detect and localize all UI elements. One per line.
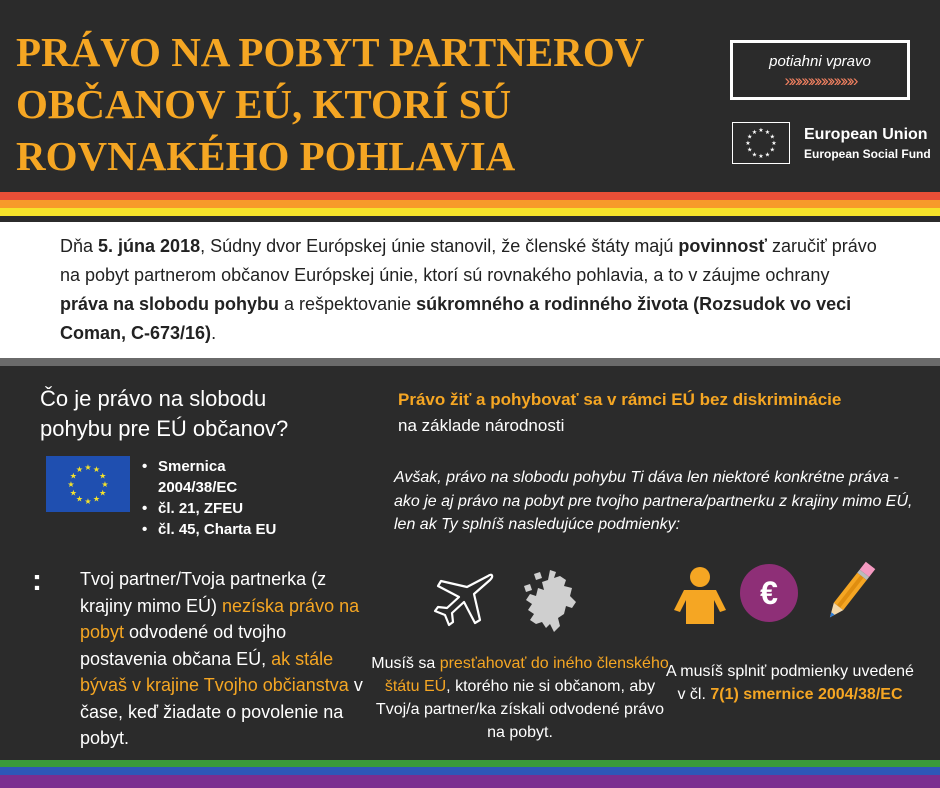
eu-star-icon: ★ [92,494,101,504]
highlight-directive: 7(1) smernice 2004/38/EC [710,686,903,703]
move-condition-text: Musíš sa presťahovať do iného členského štátu EÚ, ktorého nie si občanom, aby Tvoj/a partner/ka získali odvodené právo na pobyt. [371,655,669,741]
page-title: PRÁVO NA POBYT PARTNEROV OBČANOV EÚ, KTORÍ SÚ ROVNAKÉHO POHLAVIA [16,29,644,179]
euro-coin-icon [740,564,798,622]
eu-star-icon: ★ [101,479,109,489]
left-question: Čo je právo na slobodu pohybu pre EÚ občanov? [40,386,289,441]
stripe-purple [0,775,940,788]
list-item: • čl. 45, Charta EU [142,519,308,540]
europe-map-icon [520,566,580,636]
directive-condition-text: A musíš splniť podmienky uvedené v čl. 7(1) smernice 2004/38/EC [666,663,914,703]
right-subheading: na základe národnosti [398,416,565,435]
swipe-hint-label: potiahni vpravo [769,53,871,70]
header [0,0,940,192]
highlight-still-living: ak stále bývaš v krajine Tvojho občianstva [80,648,349,695]
eu-star-icon: ★ [69,471,77,481]
eu-star-icon: ★ [758,154,764,161]
swipe-hint-box[interactable] [730,40,910,100]
swipe-arrows-icon: »»»»»»»»»»» [784,71,856,90]
freedom-term: práva na slobodu pohybu [60,294,280,314]
euro-symbol: € [760,575,778,611]
eu-star-icon: ★ [769,134,775,141]
stripe-yellow [0,208,940,216]
list-item: • čl. 21, ZFEU [142,498,308,519]
eu-star-icon: ★ [764,129,771,136]
eu-star-icon: ★ [92,465,101,475]
highlight-no-right: nezíska právo na pobyt [80,595,360,642]
right-heading: Právo žiť a pohybovať sa v rámci EÚ bez diskriminácie [398,390,842,409]
eu-star-icon: ★ [751,129,758,136]
person-icon [672,566,728,626]
eu-star-icon: ★ [751,152,758,159]
eu-star-icon: ★ [99,488,107,498]
eu-star-icon: ★ [75,494,84,504]
legal-basis-list [142,456,308,540]
eu-star-icon: ★ [758,128,764,135]
divider [0,358,940,366]
eu-logo-name: European Union [804,126,928,143]
list-item: • Smernica 2004/38/EC [142,456,308,498]
eu-star-icon: ★ [84,462,92,472]
eu-star-icon: ★ [747,147,753,154]
intro-panel [0,222,940,358]
eu-logo-fund: European Social Fund [804,147,931,161]
eu-flag-icon [732,122,790,164]
eu-star-icon: ★ [769,147,775,154]
airplane-icon [428,570,496,630]
pencil-icon [822,560,876,626]
obligation-term: povinnosť [678,236,767,256]
highlight-move: presťahovať do iného členského štátu EÚ [384,655,669,695]
eu-star-icon: ★ [69,488,77,498]
stripe-orange [0,200,940,208]
private-life-term: súkromného a rodinného života (Rozsudok vo veci Coman, C-673/16) [60,294,852,343]
stripe-green [0,760,940,767]
stripe-red [0,192,940,200]
eu-star-icon: ★ [75,465,84,475]
right-italic-text: Avšak, právo na slobodu pohybu Ti dáva len niektoré konkrétne práva - ako je aj právo na pobyt pre tvojho partnera/partnerku z krajiny mimo EÚ, len ak Ty splníš nasledujúce podmienky: [394,469,913,533]
eu-star-icon: ★ [747,134,753,141]
intro-text: Dňa 5. júna 2018, Súdny dvor Európskej únie stanovil, že členské štáty majú povinnosť zaručiť právo na pobyt partnerom občanov Európskej únie, ktorí sú rovnakého pohlavia, a to v záujme ochrany práva na slobodu pohybu a rešpektovanie súkromného a rodinného života (Rozsudok vo veci Coman, C-673/16). [60,236,877,343]
eu-star-icon: ★ [67,479,75,489]
stripe-blue [0,767,940,775]
left-paragraph: Tvoj partner/Tvoja partnerka (z krajiny mimo EÚ) nezíska právo na pobyt odvodené od tvojho postavenia občana EÚ, ak stále bývaš v krajine Tvojho občianstva v čase, keď žiadate o povolenie na pobyt. [80,569,363,748]
eu-star-icon: ★ [764,152,771,159]
ruling-date: 5. júna 2018 [98,236,201,256]
eu-star-icon: ★ [99,471,107,481]
eu-star-icon: ★ [84,496,92,506]
colon-marker: : [32,564,42,597]
eu-flag-icon [46,456,130,512]
eu-star-icon: ★ [745,141,751,148]
eu-star-icon: ★ [771,141,777,148]
